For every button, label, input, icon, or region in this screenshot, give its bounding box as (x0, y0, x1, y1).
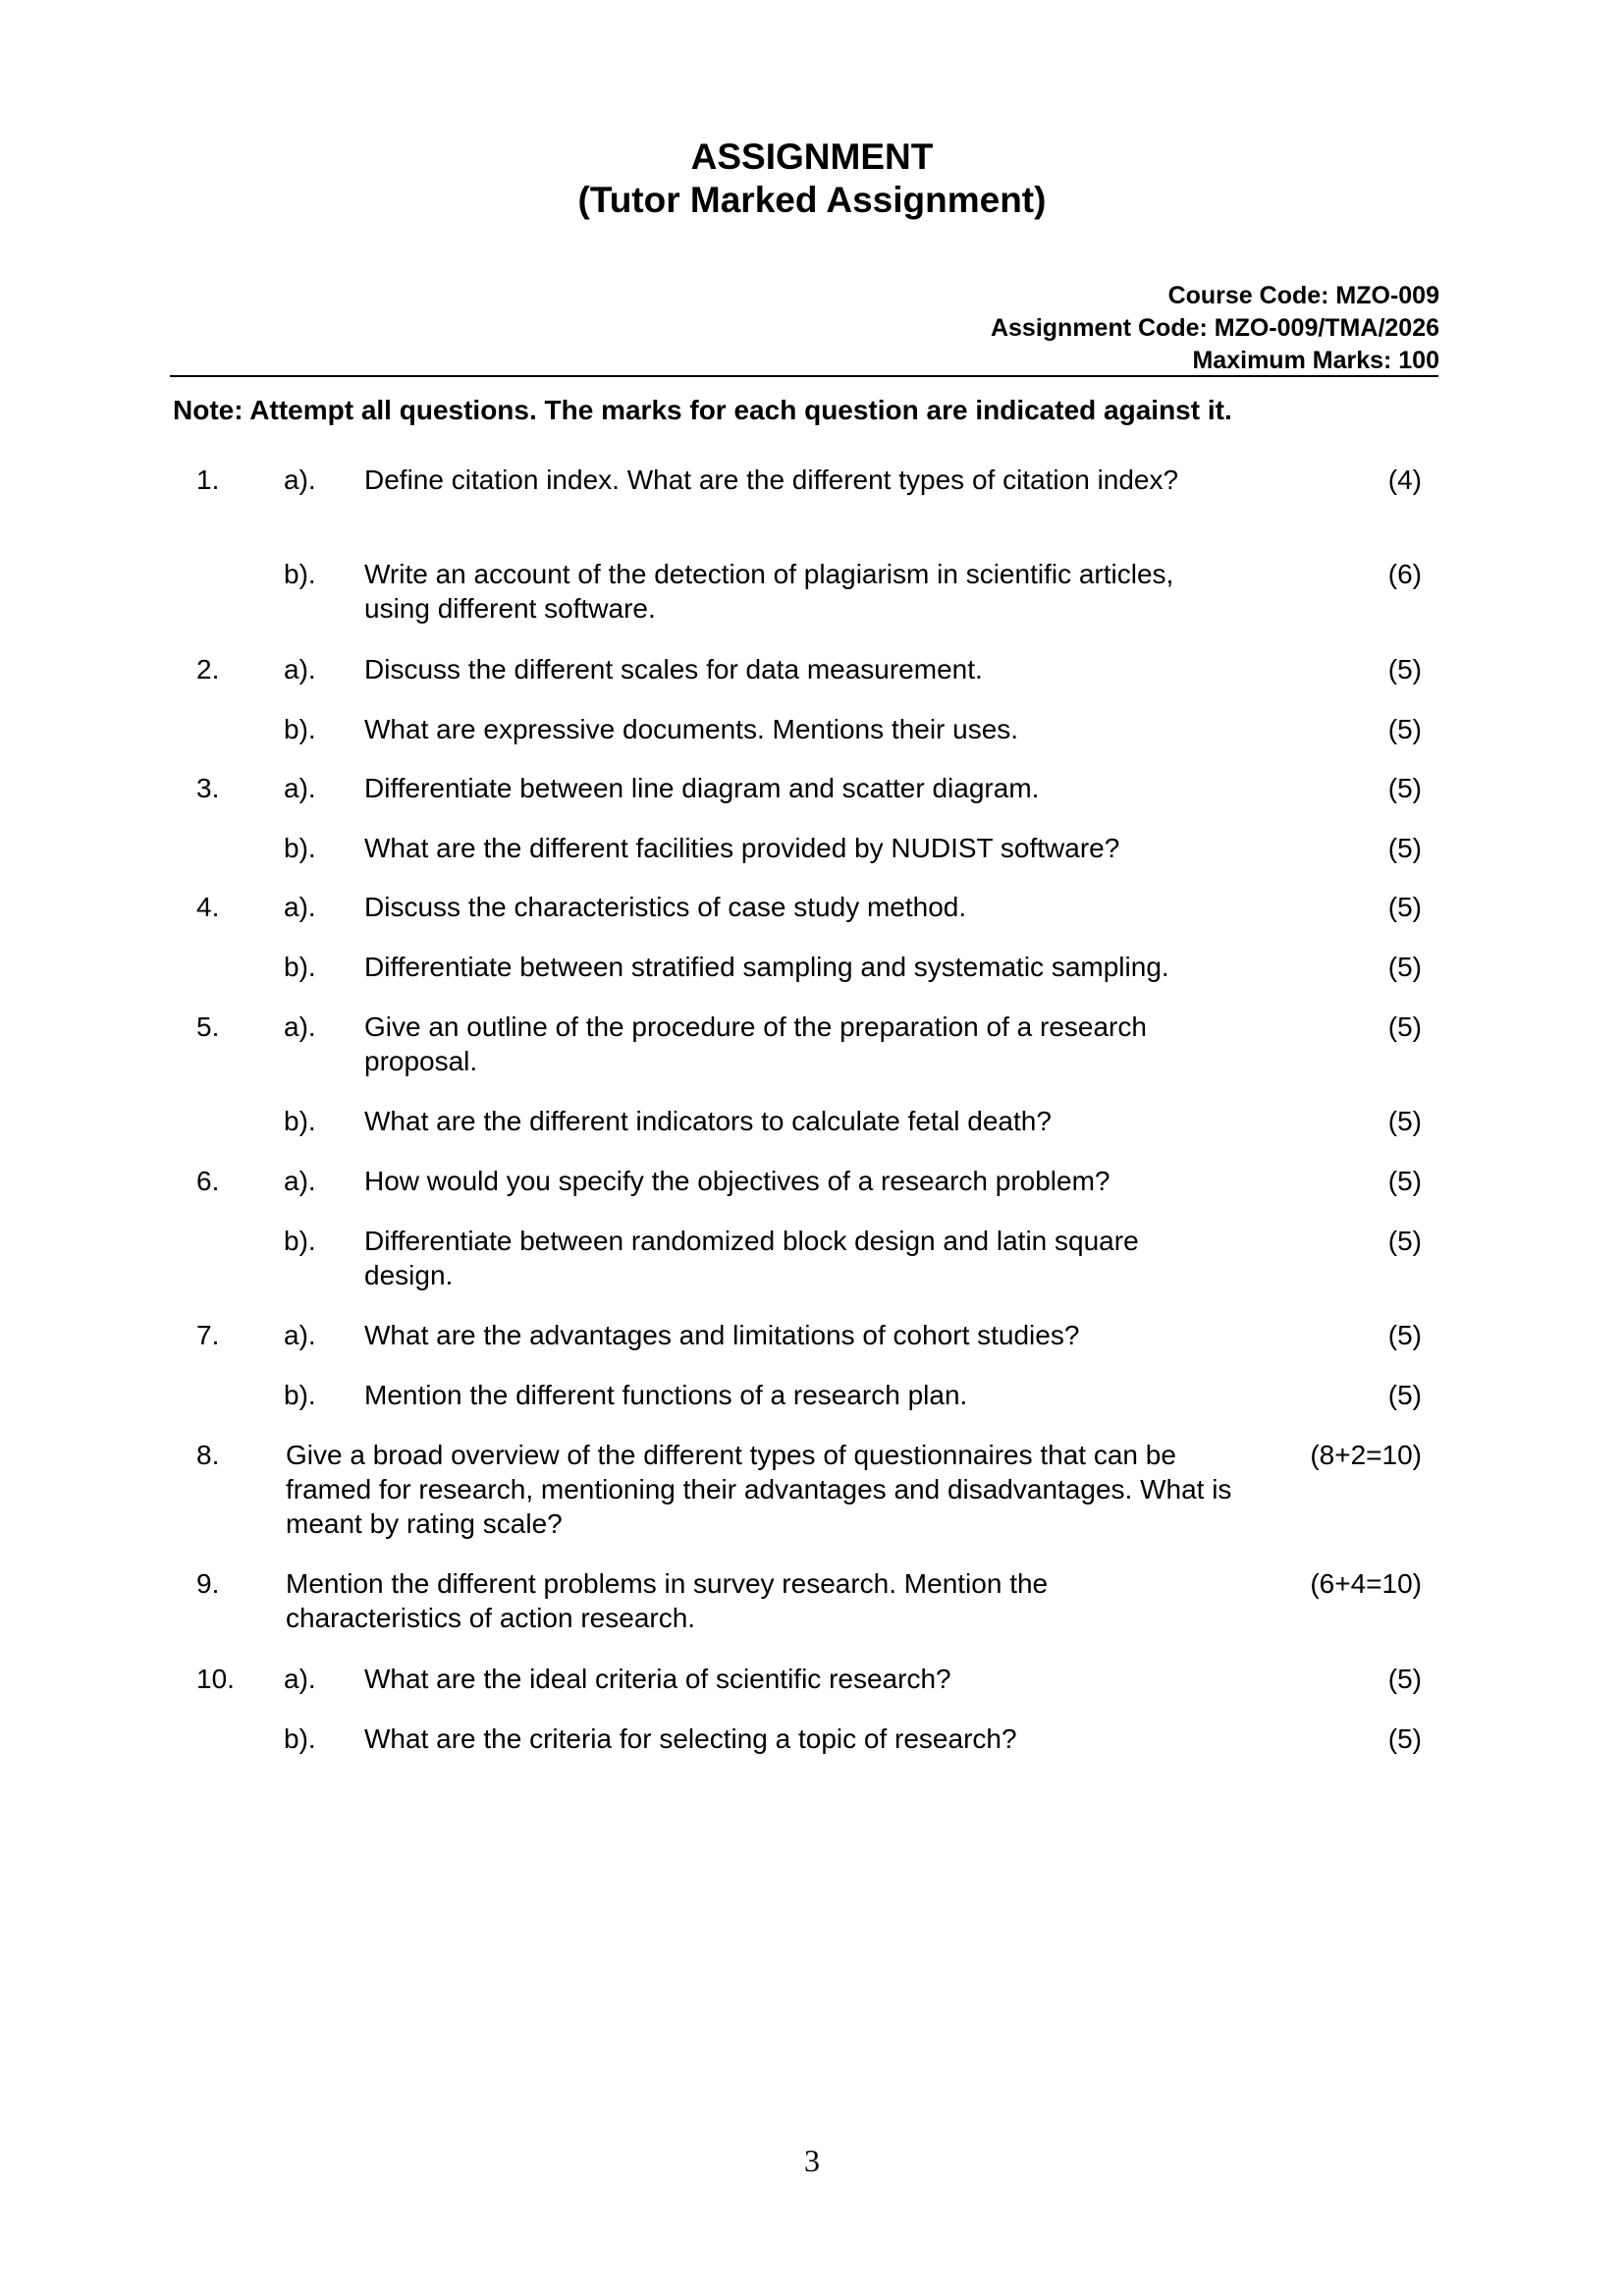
question-number: 3. (196, 773, 220, 803)
question-part: b). (284, 714, 316, 744)
question-marks: (4) (1387, 465, 1422, 495)
question-marks: (8+2=10) (1310, 1440, 1422, 1470)
question-number: 4. (196, 892, 220, 922)
document-title (0, 136, 1624, 222)
question-marks: (5) (1387, 1380, 1422, 1410)
question-marks: (5) (1387, 952, 1422, 982)
max-marks: Maximum Marks: 100 (1192, 347, 1439, 374)
question-text: What are expressive documents. Mentions their uses. (364, 714, 1019, 744)
question-part: b). (284, 1380, 316, 1410)
question-text: Give an outline of the procedure of the preparation of a research proposal. (364, 1011, 1147, 1076)
question-number: 2. (196, 654, 220, 684)
question-number: 10. (196, 1664, 235, 1694)
question-marks: (5) (1387, 714, 1422, 744)
question-part: a). (284, 1166, 316, 1196)
question-part: a). (284, 1011, 316, 1042)
question-marks: (5) (1387, 1320, 1422, 1350)
question-part: b). (284, 559, 316, 589)
question-text: What are the different indicators to calculate fetal death? (364, 1106, 1052, 1136)
question-text: Differentiate between stratified sampling and systematic sampling. (364, 952, 1169, 982)
title: ASSIGNMENT (690, 137, 934, 177)
assignment-code: Assignment Code: MZO-009/TMA/2026 (990, 314, 1439, 342)
course-code: Course Code: MZO-009 (1167, 282, 1439, 309)
question-marks: (5) (1387, 773, 1422, 803)
question-marks: (5) (1387, 1166, 1422, 1196)
question-text: Define citation index. What are the different types of citation index? (364, 465, 1179, 495)
question-marks: (5) (1387, 1664, 1422, 1694)
question-text: Discuss the different scales for data measurement. (364, 654, 983, 684)
question-text: Mention the different functions of a research plan. (364, 1380, 968, 1410)
question-text: Write an account of the detection of plagiarism in scientific articles, using different software. (364, 559, 1174, 624)
question-part: a). (284, 773, 316, 803)
question-text: What are the different facilities provided by NUDIST software? (364, 833, 1120, 863)
question-marks: (5) (1387, 1723, 1422, 1754)
question-marks: (6) (1387, 559, 1422, 589)
question-part: b). (284, 1106, 316, 1136)
question-number: 6. (196, 1166, 220, 1196)
question-part: a). (284, 1320, 316, 1350)
question-marks: (5) (1387, 892, 1422, 922)
question-marks: (5) (1387, 1011, 1422, 1042)
question-part: b). (284, 833, 316, 863)
instructions-note: Note: Attempt all questions. The marks for each question are indicated against it. (173, 395, 1232, 425)
header-divider (170, 375, 1438, 377)
question-part: b). (284, 952, 316, 982)
question-number: 8. (196, 1440, 220, 1470)
question-text: What are the criteria for selecting a topic of research? (364, 1723, 1017, 1754)
question-marks: (6+4=10) (1310, 1568, 1422, 1599)
question-text: What are the ideal criteria of scientific research? (364, 1664, 951, 1694)
question-text: How would you specify the objectives of a research problem? (364, 1166, 1110, 1196)
subtitle: (Tutor Marked Assignment) (577, 180, 1047, 220)
question-text: Give a broad overview of the different types of questionnaires that can be framed for research, mentioning their advantages and disadvantages. What is meant by rating scale? (286, 1440, 1232, 1539)
question-marks: (5) (1387, 1226, 1422, 1256)
question-marks: (5) (1387, 654, 1422, 684)
question-part: b). (284, 1723, 316, 1754)
question-marks: (5) (1387, 1106, 1422, 1136)
question-part: a). (284, 892, 316, 922)
question-number: 1. (196, 465, 220, 495)
question-number: 5. (196, 1011, 220, 1042)
question-marks: (5) (1387, 833, 1422, 863)
question-text: Mention the different problems in survey research. Mention the characteristics of action research. (286, 1568, 1049, 1633)
assignment-meta (991, 280, 1439, 377)
question-text: Discuss the characteristics of case study method. (364, 892, 967, 922)
question-number: 7. (196, 1320, 220, 1350)
question-text: Differentiate between randomized block design and latin square design. (364, 1226, 1139, 1290)
question-number: 9. (196, 1568, 220, 1599)
page-number: 3 (804, 2143, 820, 2178)
question-part: a). (284, 465, 316, 495)
question-part: a). (284, 654, 316, 684)
question-part: a). (284, 1664, 316, 1694)
question-part: b). (284, 1226, 316, 1256)
question-text: Differentiate between line diagram and scatter diagram. (364, 773, 1040, 803)
question-text: What are the advantages and limitations of cohort studies? (364, 1320, 1080, 1350)
